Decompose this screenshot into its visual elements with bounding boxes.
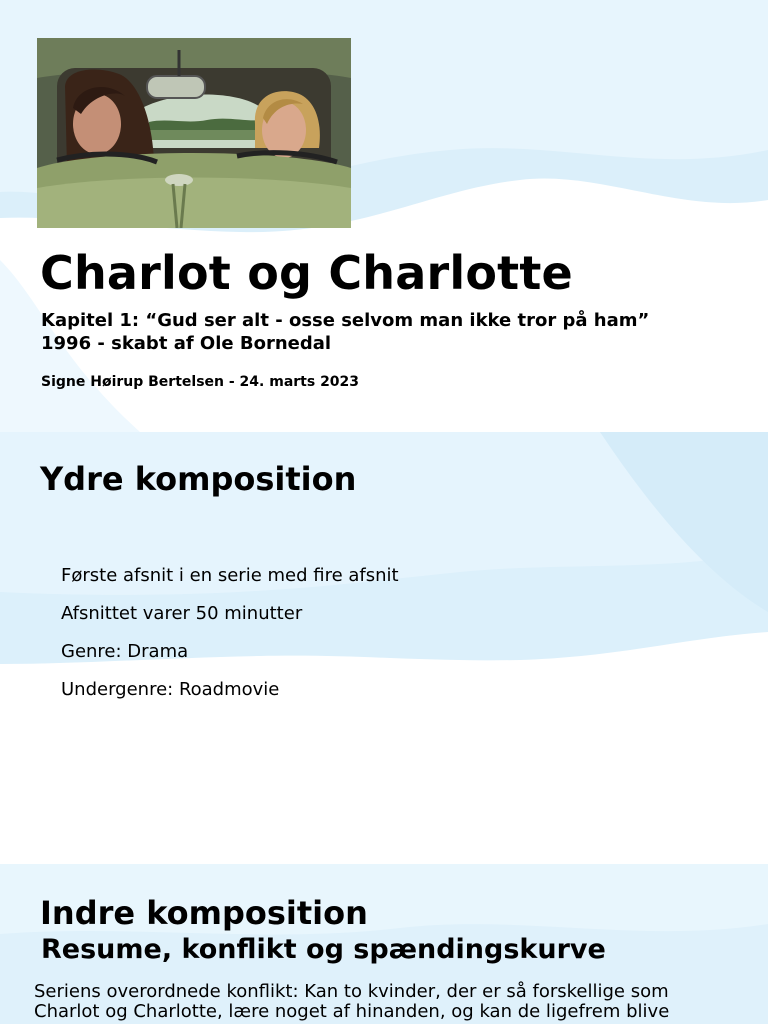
author-date: Signe Høirup Bertelsen - 24. marts 2023 (41, 374, 360, 390)
title-slide (0, 0, 768, 432)
inner-subheading: Resume, konflikt og spændingskurve (41, 934, 606, 965)
conflict-text: Seriens overordnede konflikt: Kan to kvinder, der er så forskellige som Charlot og Charlotte, lære noget af hinanden, og kan de ligefrem blive (34, 981, 670, 1022)
subtitle-chapter: Kapitel 1: “Gud ser alt - osse selvom man ikke tror på ham” (41, 310, 650, 331)
list-item: Afsnittet varer 50 minutter (61, 603, 303, 624)
list-item: Første afsnit i en serie med fire afsnit (61, 565, 399, 586)
list-item: Undergenre: Roadmovie (61, 679, 280, 700)
inner-composition-slide (0, 864, 768, 1024)
subtitle-creator: 1996 - skabt af Ole Bornedal (41, 333, 332, 354)
cover-photo (37, 38, 351, 228)
outer-composition-slide (0, 432, 768, 864)
page-title: Charlot og Charlotte (40, 246, 573, 300)
inner-heading: Indre komposition (40, 894, 368, 932)
outer-heading: Ydre komposition (40, 460, 357, 498)
list-item: Genre: Drama (61, 641, 189, 662)
subtitle (41, 309, 649, 355)
outer-facts-list (61, 564, 399, 716)
